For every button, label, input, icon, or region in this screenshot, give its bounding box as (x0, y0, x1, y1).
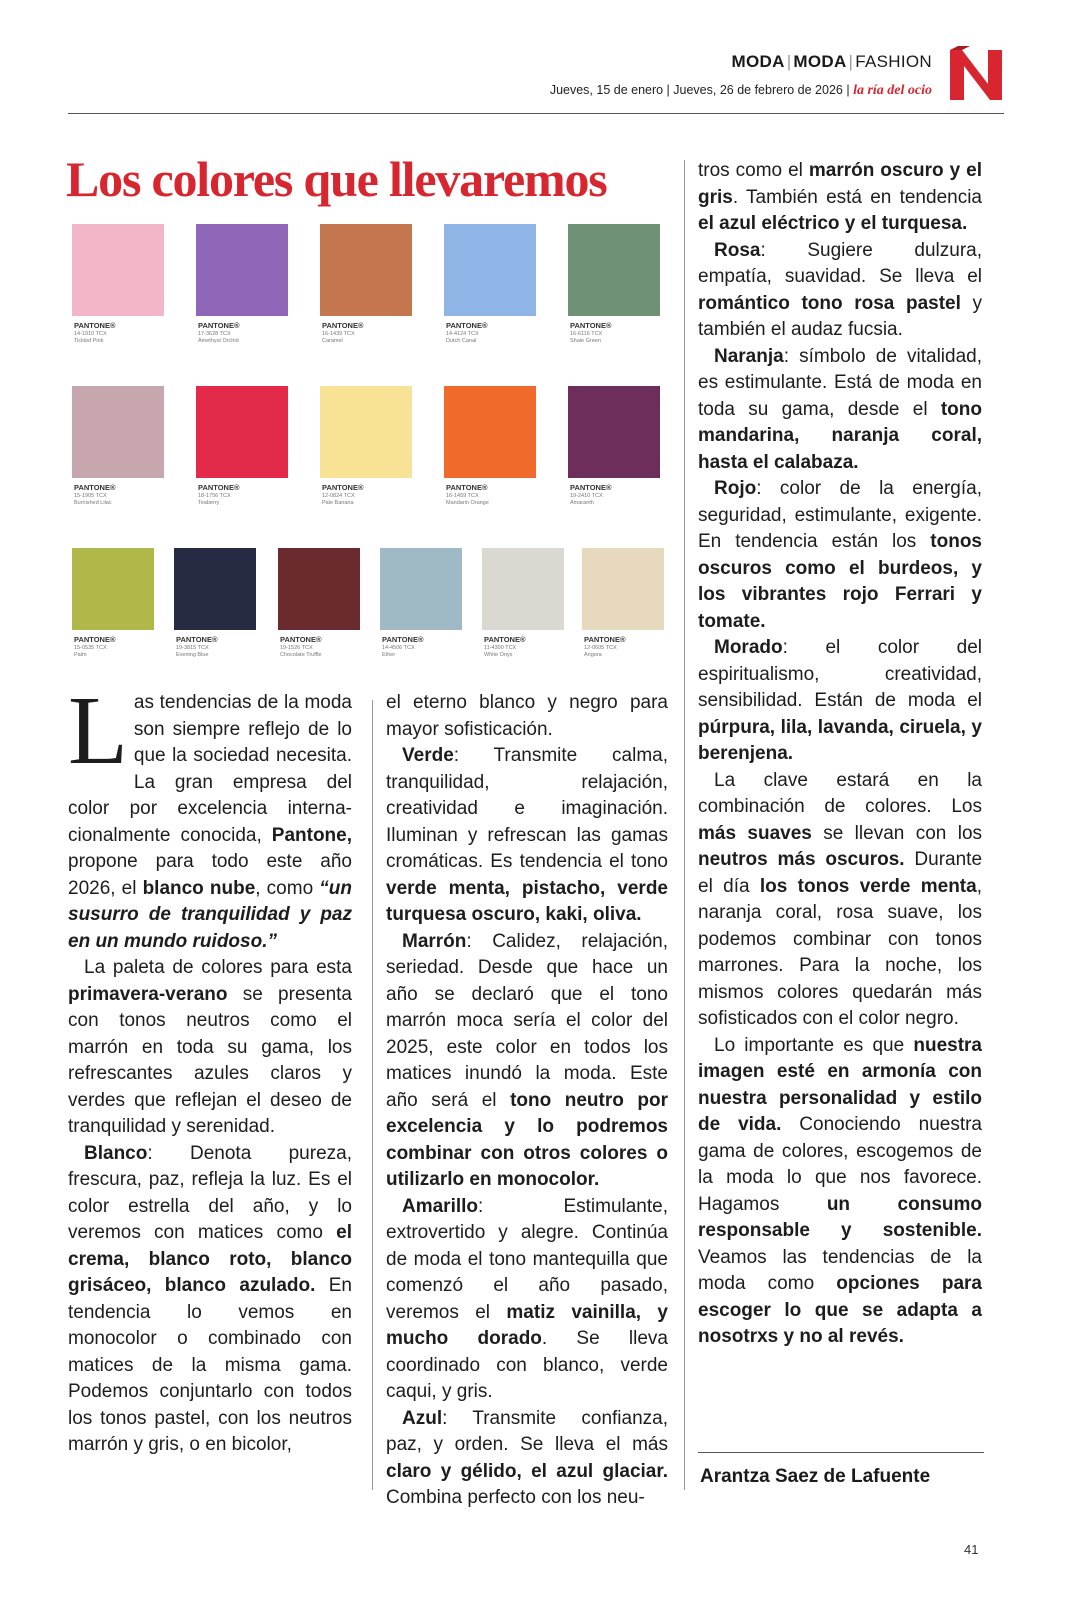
swatch-code: 14-4506 TCX (382, 645, 415, 651)
swatch-color (568, 224, 660, 316)
swatch-brand: PANTONE® (382, 635, 424, 644)
section-label-3: FASHION (855, 52, 932, 71)
paragraph-azul-cont: tros como el marrón oscuro y el gris. También está en tendencia el azul eléctrico y el turquesa. (698, 160, 983, 234)
swatch-name: Caramel (322, 338, 343, 344)
swatch-color (444, 224, 536, 316)
article-column-2 (386, 690, 668, 1512)
paragraph-clave: La clave estará en la combinación de colores. Los más suaves se llevan con los neutros más oscuros. Durante el día los tonos verde menta, naranja coral, rosa suave, los podemos combinar con tonos marrones. Para la noche, los mismos colores quedarán más sofisticados con el color negro. (698, 769, 983, 1029)
swatch-name: Burnished Lilac (74, 500, 112, 506)
pantone-swatch (482, 548, 564, 662)
pantone-swatch (444, 224, 536, 348)
pantone-swatch (380, 548, 462, 662)
swatch-color (320, 386, 412, 478)
issue-dates (550, 83, 932, 99)
swatch-name: Amethyst Orchid (198, 338, 239, 344)
paragraph-importante: Lo importante es que nuestra imagen esté en armonía con nuestra personalidad y estilo de vida. Conociendo nuestra gama de colores, escogemos de la moda lo que nos favorece. Hagamos un consumo responsable y sostenible. Veamos las tendencias de la moda como opciones para escoger lo que se adapta a nosotrxs y no al revés. (698, 1034, 983, 1347)
column-divider-1 (372, 700, 373, 1490)
swatch-color (72, 386, 164, 478)
pantone-swatch (320, 224, 412, 348)
swatch-color (196, 224, 288, 316)
swatch-code: 15-0535 TCX (74, 645, 107, 651)
swatch-color (196, 386, 288, 478)
swatch-code: 14-4124 TCX (446, 331, 479, 337)
swatch-name: Pale Banana (322, 500, 354, 506)
swatch-brand: PANTONE® (446, 483, 488, 492)
swatch-brand: PANTONE® (584, 635, 626, 644)
swatch-code: 15-1905 TCX (74, 493, 107, 499)
swatch-name: Dutch Canal (446, 338, 477, 344)
header-rule (68, 113, 1004, 114)
article-column-1 (68, 677, 352, 1459)
swatch-brand: PANTONE® (74, 483, 116, 492)
paragraph-intro: Las tendencias de la moda son siempre reflejo de lo que la sociedad necesita. La gran empresa del color por excelencia internacionalmente conocida, Pantone, propone para todo este año 2026, el blanco nube, como “un susurro de tranquilidad y paz en un mundo ruidoso.” (68, 677, 352, 952)
byline-rule (698, 1452, 984, 1453)
swatch-name: Teaberry (198, 500, 220, 506)
swatch-name: Amaranth (570, 500, 594, 506)
pantone-swatch (72, 548, 154, 662)
swatch-code: 16-6116 TCX (570, 331, 603, 337)
swatch-brand: PANTONE® (198, 483, 240, 492)
swatch-brand: PANTONE® (322, 321, 364, 330)
swatch-color (278, 548, 360, 630)
swatch-code: 12-0824 TCX (322, 493, 355, 499)
paragraph-blanco-cont: el eterno blanco y negro para mayor sofisticación. (386, 692, 668, 740)
paragraph-azul: Azul: Transmite confianza, paz, y orden. Se lleva el más claro y gélido, el azul glaciar. Combina perfecto con los neu- (386, 1407, 668, 1508)
swatch-code: 16-1439 TCX (322, 331, 355, 337)
column-divider-2 (684, 160, 685, 1490)
swatch-brand: PANTONE® (322, 483, 364, 492)
article-column-3 (698, 158, 982, 1351)
swatch-color (482, 548, 564, 630)
paragraph-palette: La paleta de colores para esta primavera-verano se presenta con tonos neutros como el marrón en toda su gama, los refrescantes azules claros y verdes que reflejan el deseo de tranquilidad y serenidad. (68, 957, 352, 1137)
pantone-swatch (278, 548, 360, 662)
section-label-2: MODA (793, 52, 847, 71)
page-number: 41 (964, 1542, 979, 1557)
swatch-color (174, 548, 256, 630)
paragraph-naranja: Naranja: símbolo de vitalidad, es estimulante. Está de moda en toda su gama, desde el tono mandarina, naranja coral, hasta el calabaza. (698, 345, 982, 473)
pantone-swatch (72, 224, 164, 348)
swatch-code: 19-1526 TCX (280, 645, 313, 651)
author-byline: Arantza Saez de Lafuente (700, 1466, 931, 1487)
swatch-color (320, 224, 412, 316)
swatch-name: Angora (584, 652, 602, 658)
swatch-color (72, 224, 164, 316)
swatch-name: Shale Green (570, 338, 601, 344)
pantone-swatch (444, 386, 536, 510)
swatch-color (582, 548, 664, 630)
publication-logo-icon (948, 46, 1004, 102)
pantone-swatch (196, 224, 288, 348)
swatch-color (568, 386, 660, 478)
swatch-brand: PANTONE® (74, 635, 116, 644)
swatch-brand: PANTONE® (570, 483, 612, 492)
pantone-swatch (196, 386, 288, 510)
pantone-swatch (568, 386, 660, 510)
swatch-brand: PANTONE® (176, 635, 218, 644)
swatch-code: 17-3628 TCX (198, 331, 231, 337)
swatch-name: Ether (382, 652, 396, 658)
paragraph-morado: Morado: el color del espiritualismo, creatividad, sensibilidad. Están de moda el púrpura, lila, lavanda, ciruela, y berenjena. (698, 637, 982, 764)
paragraph-verde: Verde: Transmite calma, tranquilidad, relajación, creatividad e imaginación. Iluminan y refrescan las gamas cromáticas. Es tendencia el tono verde menta, pistacho, verde turquesa oscuro, kaki, oliva. (386, 745, 668, 925)
swatch-brand: PANTONE® (446, 321, 488, 330)
swatch-code: 19-3815 TCX (176, 645, 209, 651)
dates-text: Jueves, 15 de enero | Jueves, 26 de febrero de 2026 | (549, 83, 850, 97)
swatch-name: Mandarin Orange (446, 500, 489, 506)
swatch-code: 12-0605 TCX (584, 645, 617, 651)
swatch-brand: PANTONE® (198, 321, 240, 330)
pantone-swatch (174, 548, 256, 662)
swatch-name: Palm (74, 652, 87, 658)
swatch-brand: PANTONE® (74, 321, 116, 330)
swatch-name: White Onyx (484, 652, 513, 658)
article-title: Los colores que llevaremos (66, 151, 607, 207)
pantone-swatch (582, 548, 664, 662)
swatch-name: Evening Blue (176, 652, 209, 658)
swatch-brand: PANTONE® (570, 321, 612, 330)
paragraph-amarillo: Amarillo: Estimulante, extrovertido y alegre. Continúa de moda el tono mantequilla que comenzó el año pasado, veremos el matiz vainilla, y mucho dorado. Se lleva coordinado con blanco, verde caqui, y gris. (386, 1195, 668, 1402)
swatch-brand: PANTONE® (484, 635, 526, 644)
pantone-swatch (72, 386, 164, 510)
paragraph-rojo: Rojo: color de la energía, seguridad, estimulante, exigente. En tendencia están los tonos oscuros como el burdeos, y los vibrantes rojo Ferrari y tomate. (698, 478, 982, 632)
pantone-swatch (568, 224, 660, 348)
swatch-color (380, 548, 462, 630)
swatch-code: 16-1459 TCX (446, 493, 479, 499)
paragraph-blanco: Blanco: Denota pureza, frescura, paz, refleja la luz. Es el color estrella del año, y lo veremos con matices como el crema, blanco roto, blanco grisáceo, blanco azulado. En tendencia lo vemos en monocolor o combinado con matices de la misma gama. Podemos conjuntarlo con todos los tonos pastel, con los neutros marrón y gris, o en bicolor, (68, 1142, 352, 1455)
paragraph-marron: Marrón: Calidez, relajación, seriedad. Desde que hace un año se declaró que el tono marrón moca sería el color del 2025, este color en todos los matices inundó la moda. Este año será el tono neutro por excelencia y lo podremos combinar con otros colores o utilizarlo en monocolor. (386, 930, 668, 1190)
swatch-code: 14-1910 TCX (74, 331, 107, 337)
section-label-1: MODA (731, 52, 785, 71)
swatch-code: 18-1756 TCX (198, 493, 231, 499)
swatch-color (72, 548, 154, 630)
swatch-color (444, 386, 536, 478)
swatch-brand: PANTONE® (280, 635, 322, 644)
paragraph-rosa: Rosa: Sugiere dulzura, empatía, suavidad. Se lleva el romántico tono rosa pastel y también el audaz fucsia. (698, 239, 983, 340)
pantone-swatch (320, 386, 412, 510)
swatch-code: 11-4300 TCX (484, 645, 517, 651)
drop-cap: L (68, 677, 128, 785)
swatch-code: 19-2410 TCX (570, 493, 603, 499)
section-header: MODA | MODA | FASHION (731, 52, 932, 71)
publication-brand: la ría del ocio (853, 83, 932, 98)
swatch-name: Tickled Pink (74, 338, 104, 344)
swatch-name: Chocolate Truffle (280, 652, 322, 658)
